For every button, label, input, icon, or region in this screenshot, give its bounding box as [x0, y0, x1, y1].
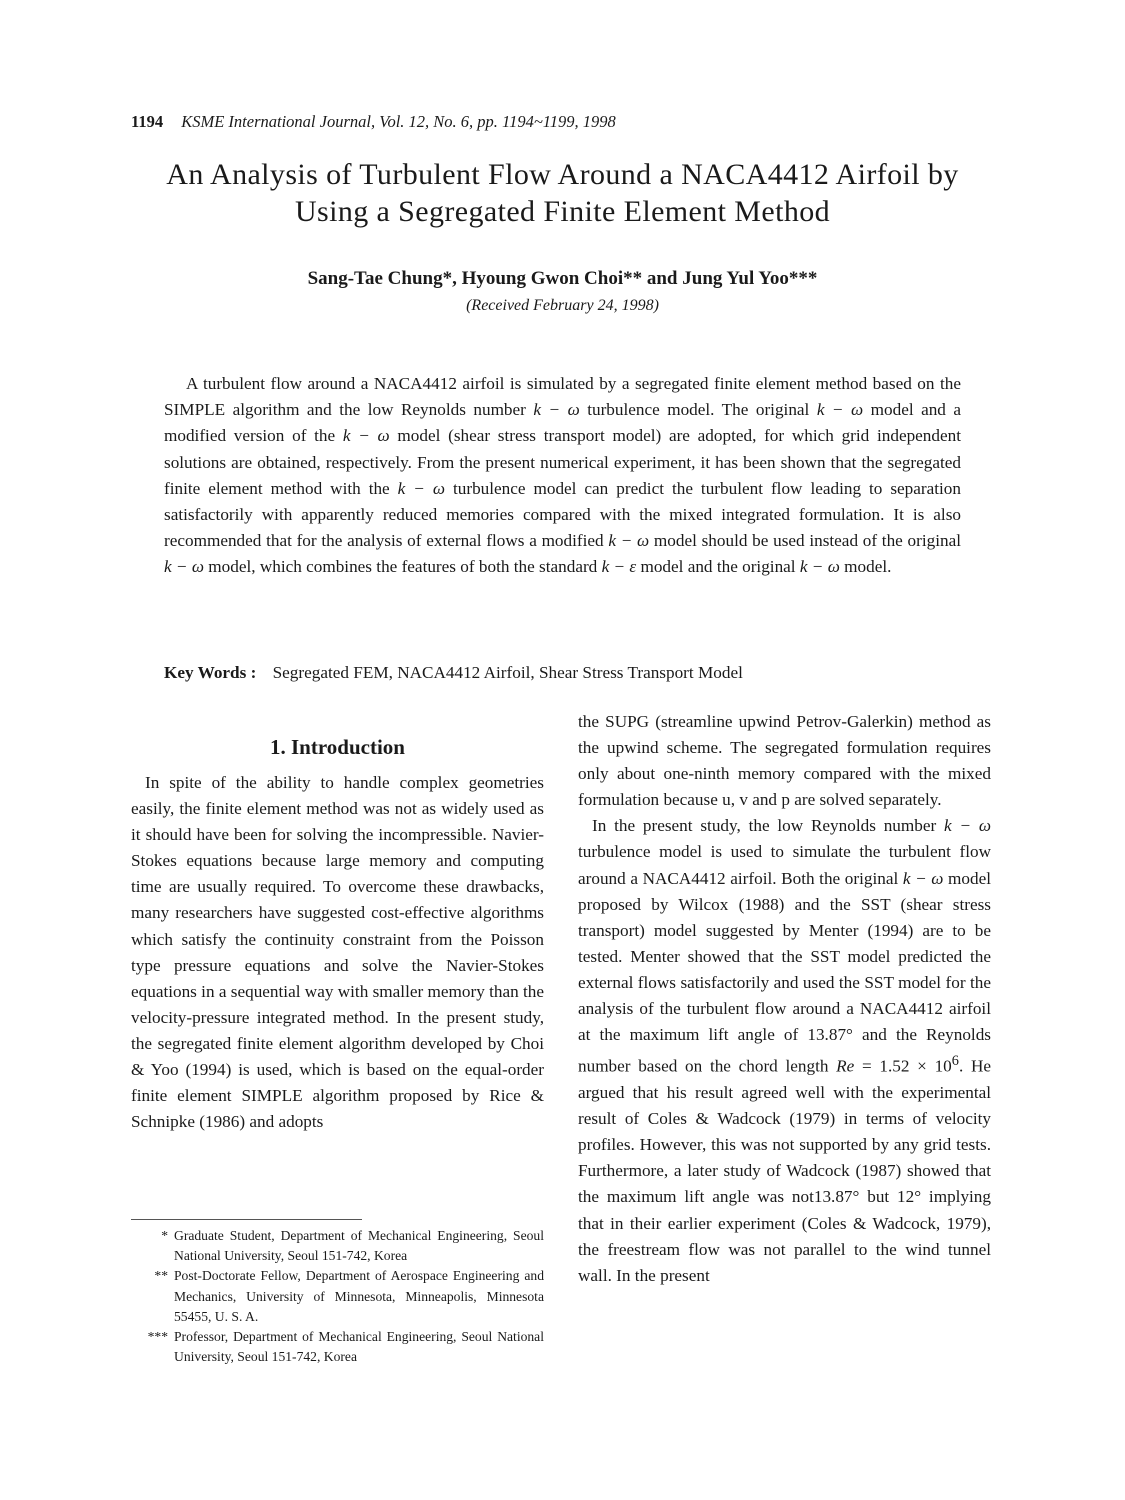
footnote: [140, 1266, 544, 1327]
page-number: 1194: [131, 112, 164, 131]
footnote-mark: ***: [147, 1329, 168, 1345]
keywords: [164, 660, 961, 686]
math-k-omega: k − ω: [799, 557, 840, 577]
math-k-omega: k − ω: [902, 868, 944, 888]
footnote-text: Post-Doctorate Fellow, Department of Aerospace Engineering and Mechanics, University of Minnesota, Minneapolis, Minnesota 55455, U. S. A.: [174, 1268, 544, 1324]
math-k-epsilon: k − ε: [601, 557, 637, 577]
math-k-omega: k − ω: [397, 478, 445, 498]
body-text: model proposed by Wilcox (1988) and the SST (shear stress transport) model suggested by Menter (1994) are to be tested. Menter showed that the SST model predicted the external flows satisfactorily and used the SST model for the analysis of the turbulent flow around a NACA4412 airfoil at the maximum lift angle of 13.87° and the Reynolds number based on the chord length: [578, 868, 991, 1076]
intro-paragraph-continued: the SUPG (streamline upwind Petrov-Galerkin) method as the upwind scheme. The segregated formulation requires only about one-ninth memory compared with the mixed formulation because u, v and p are solved separately.: [578, 712, 991, 810]
title-line-2: Using a Segregated Finite Element Method: [294, 195, 831, 228]
abstract-text: model.: [839, 557, 892, 577]
footnote: [140, 1226, 544, 1266]
math-k-omega: k − ω: [816, 400, 864, 420]
title-line-1: An Analysis of Turbulent Flow Around a NACA4412 Airfoil by: [166, 158, 959, 191]
footnotes: [140, 1226, 544, 1367]
abstract-text: model (shear stress transport model) are adopted, for which grid independent solutions are obtained, respectively. From the present numerical experiment, it has been shown that the segregated finite element method with the: [164, 426, 961, 498]
abstract-text: model and the original: [636, 557, 800, 577]
footnote-mark: **: [154, 1268, 168, 1284]
body-text: In the present study, the low Reynolds number: [592, 816, 945, 836]
abstract-text: model, which combines the features of both the standard: [203, 557, 602, 577]
math-k-omega: k − ω: [164, 557, 204, 577]
paper-title: [60, 156, 1065, 230]
abstract-text: model and a modified version of the: [164, 400, 962, 446]
exponent: 6: [951, 1053, 959, 1070]
body-text: turbulence model is used to simulate the turbulent flow around a NACA4412 airfoil. Both the original: [578, 842, 991, 888]
intro-paragraph: In spite of the ability to handle complex geometries easily, the finite element method was not as widely used as it should have been for solving the incompressible. Navier-Stokes equations because large memory and computing time are usually required. To overcome these drawbacks, many researchers have suggested cost-effective algorithms which satisfy the continuity constraint from the Poisson type pressure equations and solve the Navier-Stokes equations in a sequential way with smaller memory than the velocity-pressure integrated method. In the present study, the segregated finite element algorithm developed by Choi & Yoo (1994) is used, which is based on the equal-order finite element SIMPLE algorithm proposed by Rice & Schnipke (1986) and adopts: [131, 773, 544, 1132]
keywords-text: Segregated FEM, NACA4412 Airfoil, Shear Stress Transport Model: [272, 663, 743, 682]
math-k-omega: k − ω: [342, 426, 390, 446]
footnote: [140, 1327, 544, 1367]
abstract-text: turbulence model can predict the turbulent flow leading to separation satisfactorily with apparently reduced memories compared with the mixed integrated formulation. It is also recommended that for the analysis of external flows a modified: [164, 478, 961, 551]
math-k-omega: k − ω: [944, 816, 991, 836]
abstract-text: turbulence model. The original: [579, 400, 817, 420]
footnote-text: Graduate Student, Department of Mechanical Engineering, Seoul National University, Seoul 151-742, Korea: [174, 1228, 544, 1264]
abstract-text: A turbulent flow around a NACA4412 airfoil is simulated by a segregated finite element method based on the SIMPLE algorithm and the low Reynolds number: [164, 374, 961, 420]
keywords-label: Key Words :: [164, 663, 257, 682]
body-text: = 1.52 × 10: [854, 1056, 952, 1076]
journal-citation: KSME International Journal, Vol. 12, No. 6, pp. 1194~1199, 1998: [181, 112, 616, 131]
abstract-text: model should be used instead of the original: [649, 531, 961, 551]
footnote-rule: [131, 1219, 362, 1220]
footnote-mark: *: [161, 1228, 168, 1243]
running-header: [131, 110, 616, 134]
received-date: (Received February 24, 1998): [466, 297, 659, 314]
footnote-text: Professor, Department of Mechanical Engineering, Seoul National University, Seoul 151-742, Korea: [174, 1329, 544, 1365]
math-reynolds-number: Re: [836, 1056, 855, 1076]
section-heading: 1. Introduction: [270, 735, 405, 759]
right-column: [578, 709, 991, 1289]
math-k-omega: k − ω: [533, 400, 580, 420]
author-list: Sang-Tae Chung*, Hyoung Gwon Choi** and Jung Yul Yoo***: [307, 268, 818, 289]
body-text: . He argued that his result agreed well with the experimental result of Coles & Wadcock (1979) in terms of velocity profiles. However, this was not supported by any grid tests. Furthermore, a later study of Wadcock (1987) showed that the maximum lift angle was not13.87° but 12° implying that in their earlier experiment (Coles & Wadcock, 1979), the freestream flow was not parallel to the wind tunnel wall. In the present: [578, 1056, 991, 1285]
math-k-omega: k − ω: [608, 531, 650, 551]
abstract: [164, 371, 961, 581]
intro-paragraph: [578, 813, 991, 1288]
left-column: [131, 770, 544, 1135]
